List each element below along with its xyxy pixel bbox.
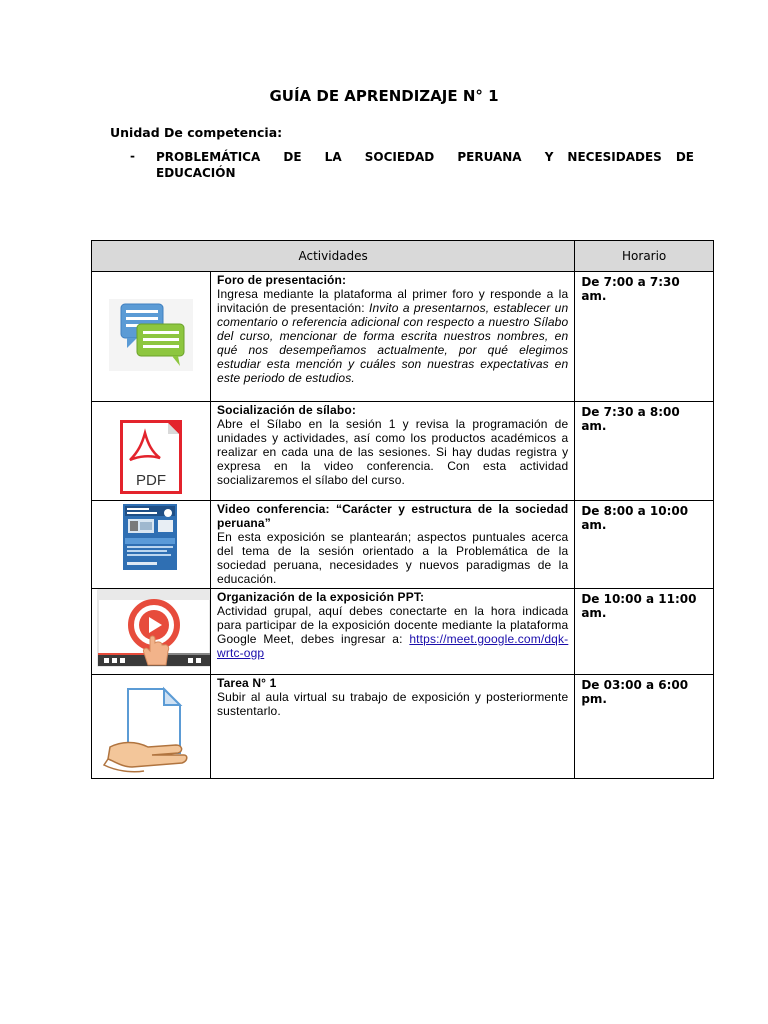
row-description-cell <box>211 501 575 589</box>
unit-word: SOCIEDAD <box>364 150 435 164</box>
table-row <box>92 402 714 501</box>
pdf-label: PDF <box>136 472 166 489</box>
row-icon-cell <box>92 501 211 589</box>
row-icon-cell <box>92 402 211 501</box>
row-schedule: De 03:00 a 6:00 pm. <box>581 678 689 706</box>
table-row <box>92 589 714 675</box>
unit-word: DE <box>675 150 694 164</box>
row-description-cell <box>211 272 575 402</box>
row-description-cell <box>211 589 575 675</box>
chat-bubbles-icon <box>92 272 210 400</box>
row-heading: Organización de la exposición PPT: <box>217 590 425 604</box>
video-player-icon <box>92 589 210 673</box>
row-heading: Socialización de sílabo: <box>217 403 356 417</box>
table-row <box>92 501 714 589</box>
row-schedule: De 10:00 a 11:00 am. <box>581 592 697 620</box>
unit-text-line1 <box>156 149 694 165</box>
table-row <box>92 272 714 402</box>
row-schedule-cell <box>575 675 714 779</box>
unit-text <box>156 149 694 181</box>
pdf-file-icon <box>92 402 210 500</box>
row-schedule: De 8:00 a 10:00 am. <box>581 504 689 532</box>
unit-word: Y <box>544 150 554 164</box>
unit-item <box>130 149 694 181</box>
row-text: Subir al aula virtual su trabajo de exposición y posteriormente sustentarlo. <box>217 690 569 718</box>
row-schedule-cell <box>575 589 714 675</box>
activities-table <box>91 240 714 779</box>
unit-word: LA <box>324 150 342 164</box>
unit-word: DE <box>283 150 302 164</box>
row-schedule: De 7:00 a 7:30 am. <box>581 275 680 303</box>
bullet-dash: - <box>130 149 135 163</box>
row-schedule-cell <box>575 272 714 402</box>
meet-link[interactable]: https://meet.google.com/dqk-wrtc-ogp <box>217 632 569 660</box>
row-schedule-cell <box>575 402 714 501</box>
row-text: Ingresa mediante la plataforma al primer foro y responde a la invitación de presentación: <box>217 287 569 315</box>
hand-document-icon <box>92 675 210 777</box>
page-title: GUÍA DE APRENDIZAJE N° 1 <box>269 87 499 105</box>
row-text: Abre el Sílabo en la sesión 1 y revisa la programación de unidades y actividades, así como los productos académicos a realizar en cada una de las sesiones. Si hay dudas registra y expresa en la video conferencia. Con esta actividad socializaremos el sílabo del curso. <box>217 417 569 487</box>
unit-word: PROBLEMÁTICA <box>156 150 261 164</box>
row-description-cell <box>211 675 575 779</box>
row-heading: Foro de presentación: <box>217 273 347 287</box>
row-icon-cell <box>92 589 211 675</box>
table-row <box>92 675 714 779</box>
document-cover-icon <box>92 501 210 585</box>
unit-text-line2: EDUCACIÓN <box>156 166 236 180</box>
row-text-italic: Invito a presentarnos, establecer un comentario o referencia adicional con respecto a nuestro Sílabo del curso, mencionar de forma escrita nuestros nombres, en qué nos desempeñamos actualmente, por qué elegimos estudiar esta mención y cuáles son nuestras expectativas en este periodo de estudios. <box>217 301 569 385</box>
row-schedule: De 7:30 a 8:00 am. <box>581 405 680 433</box>
row-heading: Video conferencia: “Carácter y estructura de la sociedad peruana” <box>217 502 569 530</box>
unit-word: PERUANA <box>457 150 522 164</box>
row-heading: Tarea N° 1 <box>217 676 277 690</box>
unit-label: Unidad De competencia: <box>110 125 283 140</box>
row-description-cell <box>211 402 575 501</box>
row-icon-cell <box>92 675 211 779</box>
header-schedule: Horario <box>575 241 714 272</box>
header-activities: Actividades <box>92 241 575 272</box>
row-schedule-cell <box>575 501 714 589</box>
unit-word-group <box>545 149 694 165</box>
row-text: Actividad grupal, aquí debes conectarte en la hora indicada para participar de la exposición docente mediante la plataforma Google Meet, debes ingresar a: <box>217 604 569 646</box>
table-header-row <box>92 241 714 272</box>
row-text: En esta exposición se plantearán; aspectos puntuales acerca del tema de la sesión orientado a la Problemática de la sociedad peruana, necesidades y nuevos paradigmas de la educación. <box>217 530 569 586</box>
row-icon-cell <box>92 272 211 402</box>
unit-word: NECESIDADES <box>567 150 662 164</box>
